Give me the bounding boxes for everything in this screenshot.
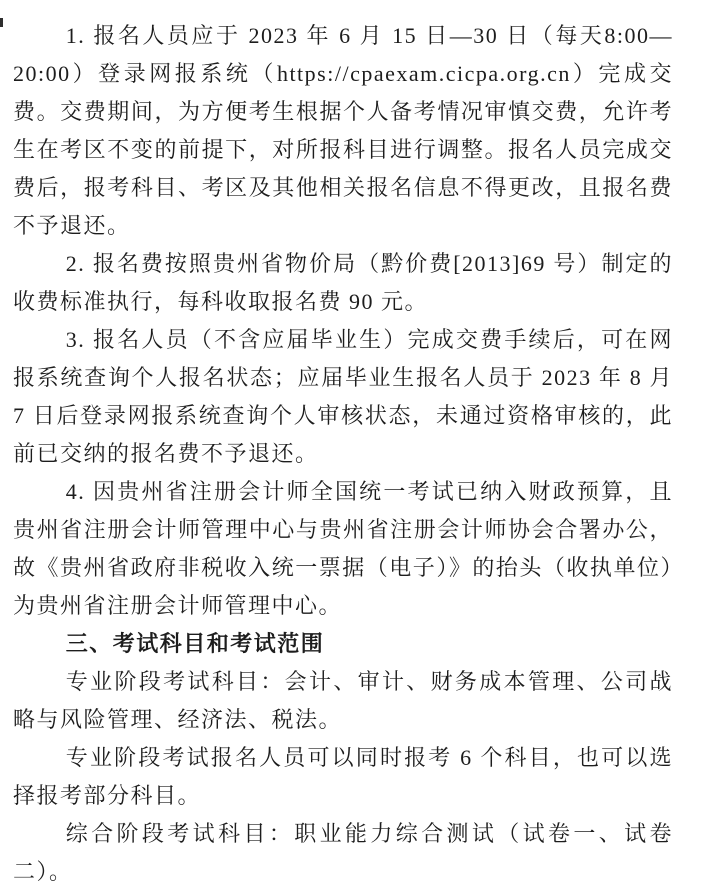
section-heading-exam-subjects: 三、考试科目和考试范围 [65,631,325,656]
paragraph-professional-subjects: 专业阶段考试科目：会计、审计、财务成本管理、公司战略与风险管理、经济法、税法。 [13,669,673,732]
paragraph-fee-standard: 2. 报名费按照贵州省物价局（黔价费[2013]69 号）制定的收费标准执行，每科收取报名费 90 元。 [13,251,673,314]
paragraph-payment-deadline: 1. 报名人员应于 2023 年 6 月 15 日—30 日（每天8:00—20:00）登录网报系统（https://cpaexam.cicpa.org.cn）完成交费。交费期间，为方便考生根据个人备考情况审慎交费，允许考生在考区不变的前提下，对所报科目进行调整。报名人员完成交费后，报考科目、考区及其他相关报名信息不得更改，且报名费不予退还。 [13,23,673,238]
paragraph-status-check: 3. 报名人员（不含应届毕业生）完成交费手续后，可在网报系统查询个人报名状态；应届毕业生报名人员于 2023 年 8 月 7 日后登录网报系统查询个人审核状态，未通过资格审核的，此前已交纳的报名费不予退还。 [13,327,673,466]
scan-artifact [0,18,3,27]
paragraph-subject-selection: 专业阶段考试报名人员可以同时报考 6 个科目，也可以选择报考部分科目。 [13,745,673,808]
paragraph-invoice-header: 4. 因贵州省注册会计师全国统一考试已纳入财政预算，且贵州省注册会计师管理中心与贵州省注册会计师协会合署办公，故《贵州省政府非税收入统一票据（电子）》的抬头（收执单位）为贵州省注册会计师管理中心。 [13,479,673,618]
paragraph-comprehensive-subjects: 综合阶段考试科目：职业能力综合测试（试卷一、试卷二）。 [13,821,673,884]
